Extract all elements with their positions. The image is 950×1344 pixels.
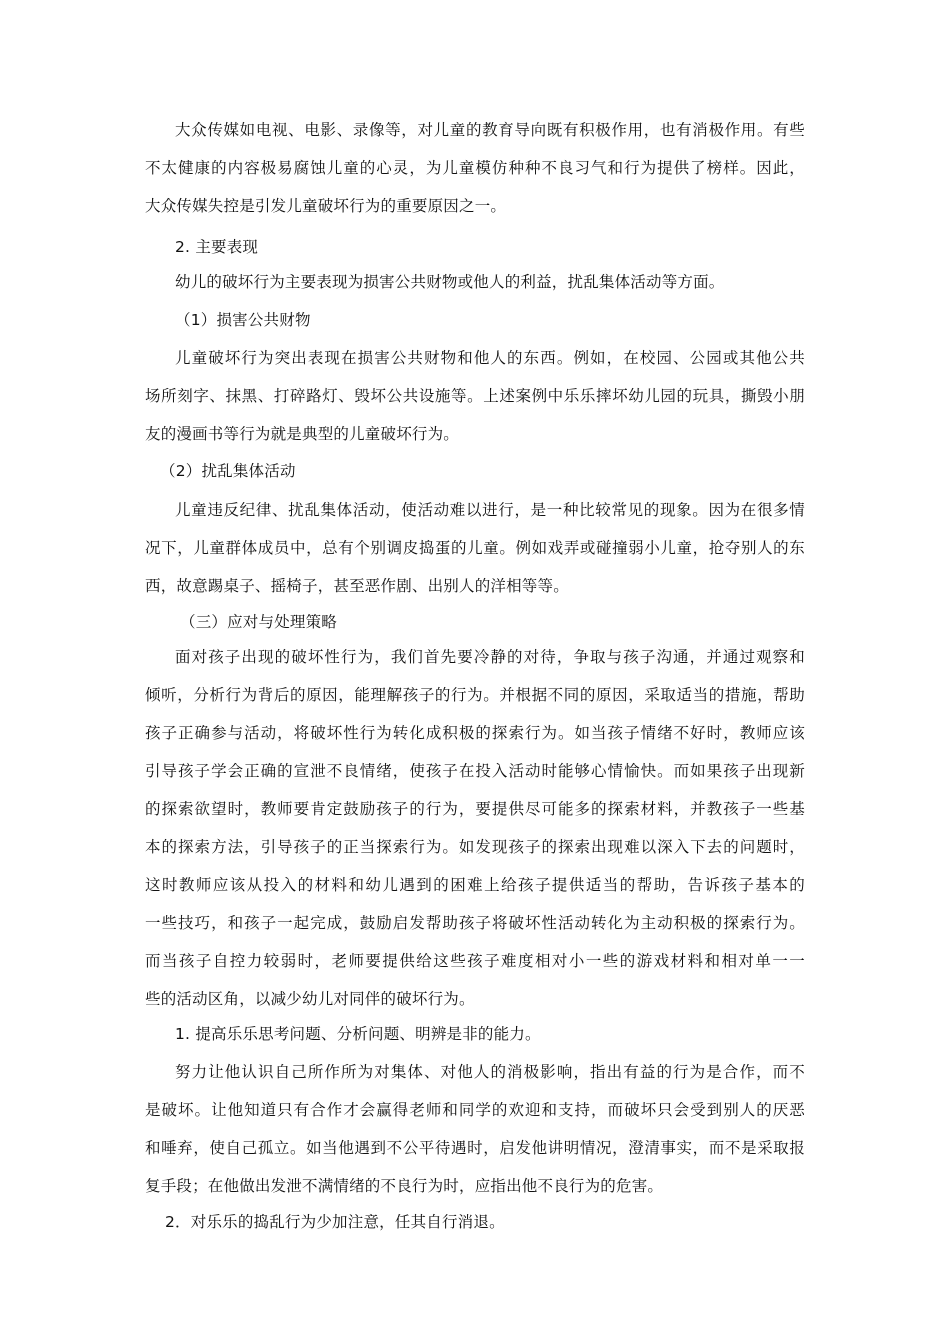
text-line: 友的漫画书等行为就是典型的儿童破坏行为。 bbox=[145, 425, 460, 443]
text-line: （2）扰乱集体活动 bbox=[160, 462, 296, 480]
text-line: 本的探索方法，引导孩子的正当探索行为。如发现孩子的探索出现难以深入下去的问题时， bbox=[145, 838, 806, 856]
text-line: 复手段；在他做出发泄不满情绪的不良行为时，应指出他不良行为的危害。 bbox=[145, 1177, 664, 1195]
text-line: 和唾弃，使自己孤立。如当他遇到不公平待遇时，启发他讲明情况，澄清事实，而不是采取报 bbox=[145, 1139, 806, 1157]
text-line: 西，故意踢桌子、摇椅子，甚至恶作剧、出别人的洋相等等。 bbox=[145, 577, 569, 595]
text-line: 些的活动区角，以减少幼儿对同伴的破坏行为。 bbox=[145, 990, 475, 1008]
text-line: 大众传媒如电视、电影、录像等，对儿童的教育导向既有积极作用，也有消极作用。有些 bbox=[175, 121, 806, 139]
text-line: 2. 主要表现 bbox=[175, 238, 259, 256]
text-line: 的探索欲望时，教师要肯定鼓励孩子的行为，要提供尽可能多的探索材料，并教孩子一些基 bbox=[145, 800, 806, 818]
text-line: 而当孩子自控力较弱时，老师要提供给这些孩子难度相对小一些的游戏材料和相对单一一 bbox=[145, 952, 807, 970]
text-line: 况下，儿童群体成员中，总有个别调皮捣蛋的儿童。例如戏弄或碰撞弱小儿童，抢夺别人的东 bbox=[145, 539, 806, 557]
text-line: 倾听，分析行为背后的原因，能理解孩子的行为。并根据不同的原因，采取适当的措施，帮助 bbox=[145, 686, 806, 704]
text-line: 不太健康的内容极易腐蚀儿童的心灵，为儿童模仿种种不良习气和行为提供了榜样。因此， bbox=[145, 159, 806, 177]
text-line: 引导孩子学会正确的宣泄不良情绪，使孩子在投入活动时能够心情愉快。而如果孩子出现新 bbox=[145, 762, 806, 780]
text-line: 大众传媒失控是引发儿童破坏行为的重要原因之一。 bbox=[145, 197, 507, 215]
text-line: 一些技巧，和孩子一起完成，鼓励启发帮助孩子将破坏性活动转化为主动积极的探索行为。 bbox=[145, 914, 806, 932]
text-line: 儿童破坏行为突出表现在损害公共财物和他人的东西。例如，在校园、公园或其他公共 bbox=[175, 349, 806, 367]
text-line: 儿童违反纪律、扰乱集体活动，使活动难以进行，是一种比较常见的现象。因为在很多情 bbox=[175, 501, 806, 519]
text-line: 幼儿的破坏行为主要表现为损害公共财物或他人的利益，扰乱集体活动等方面。 bbox=[175, 273, 725, 291]
text-line: 场所刻字、抹黑、打碎路灯、毁坏公共设施等。上述案例中乐乐摔坏幼儿园的玩具，撕毁小朋 bbox=[145, 387, 806, 405]
text-line: 是破坏。让他知道只有合作才会赢得老师和同学的欢迎和支持，而破坏只会受到别人的厌恶 bbox=[145, 1101, 806, 1119]
text-line: 2．对乐乐的捣乱行为少加注意，任其自行消退。 bbox=[165, 1213, 505, 1231]
text-line: 这时教师应该从投入的材料和幼儿遇到的困难上给孩子提供适当的帮助，告诉孩子基本的 bbox=[145, 876, 807, 894]
text-line: 1. 提高乐乐思考问题、分析问题、明辨是非的能力。 bbox=[175, 1025, 541, 1043]
text-line: 面对孩子出现的破坏性行为，我们首先要冷静的对待，争取与孩子沟通，并通过观察和 bbox=[175, 648, 806, 666]
text-line: （三）应对与处理策略 bbox=[180, 613, 338, 631]
text-line: （1）损害公共财物 bbox=[175, 311, 311, 329]
text-line: 孩子正确参与活动，将破坏性行为转化成积极的探索行为。如当孩子情绪不好时，教师应该 bbox=[145, 724, 806, 742]
text-line: 努力让他认识自己所作所为对集体、对他人的消极影响，指出有益的行为是合作，而不 bbox=[175, 1063, 806, 1081]
